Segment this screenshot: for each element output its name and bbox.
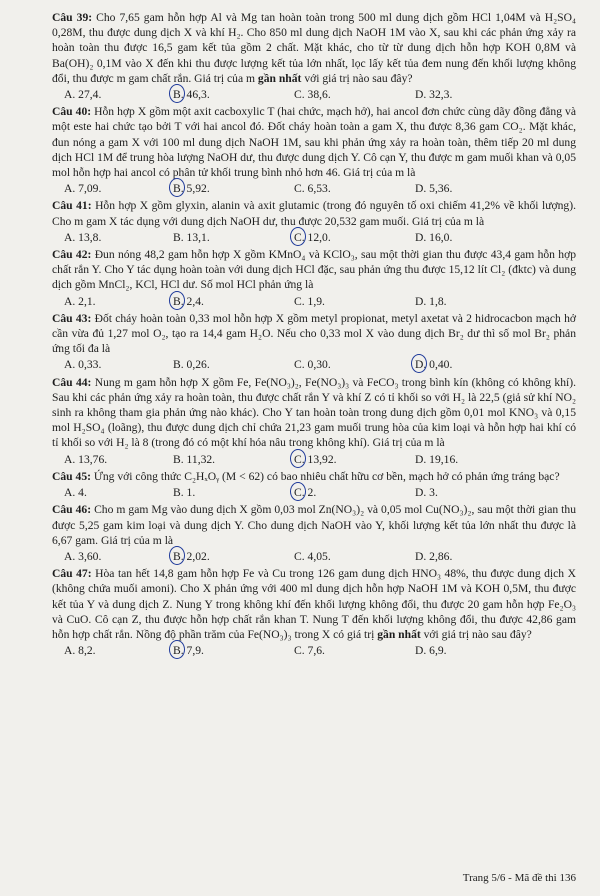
answer-option <box>173 181 294 196</box>
question-text-segment: Hỗn hợp X gồm glyxin, alanin và axit glutamic (trong đó nguyên tố oxi chiếm 41,2% về khối lượng). Cho m gam X tác dụng với dung dịch NaOH dư, thu được 20,532 gam muối. Giá trị của m là <box>52 199 576 228</box>
answer-option-text: C. 2. <box>294 486 317 500</box>
question-block <box>52 502 576 564</box>
answer-options <box>52 181 576 196</box>
answer-option <box>294 643 415 658</box>
answer-option <box>294 87 415 102</box>
answer-option-text: B. 46,3. <box>173 88 210 102</box>
emphasis-text: gần nhất <box>257 71 302 85</box>
answer-option-text: B. 1. <box>173 486 196 500</box>
answer-option-text: D. 6,9. <box>415 644 447 658</box>
question-list <box>52 10 576 658</box>
answer-options <box>52 87 576 102</box>
question-text-segment: Hỗn hợp X gồm một axit cacboxylic T (hai chức, mạch hở), hai ancol đơn chức cùng dãy đồng đẳng và một este hai chức tạo bởi T với hai ancol đó. Đốt cháy hoàn toàn a gam X, thu được 8,36 gam CO₂. Mặt khác, đun nóng a gam X với 100 ml dung dịch NaOH 1M, sau khi phản ứng xảy ra hoàn toàn, thêm tiếp 20 ml dung dịch HCl 1M để trung hòa lượng NaOH dư, thu được dung dịch Y. Cô cạn Y, thu được m gam muối khan và 0,05 mol hỗn hợp hai ancol có phân tử khối trung bình nhỏ hơn 46. Giá trị của m là <box>52 105 576 180</box>
answer-option <box>415 357 536 372</box>
answer-option <box>294 230 415 245</box>
answer-option <box>173 230 294 245</box>
answer-option-text: D. 32,3. <box>415 88 453 102</box>
answer-options <box>52 485 576 500</box>
answer-option <box>294 452 415 467</box>
answer-option-text: C. 12,0. <box>294 230 331 244</box>
answer-option <box>173 549 294 564</box>
answer-option-text: D. 0,40. <box>415 358 453 372</box>
question-text <box>52 502 576 548</box>
answer-option-text: C. 4,05. <box>294 549 331 563</box>
page-footer: Trang 5/6 - Mã đề thi 136 <box>462 871 576 884</box>
question-number: Câu 44: <box>52 375 92 389</box>
question-text-segment: với giá trị nào sau đây? <box>420 627 532 641</box>
answer-option-text: C. 6,53. <box>294 182 331 196</box>
answer-option <box>52 452 173 467</box>
answer-option-text: B. 13,1. <box>173 230 210 244</box>
answer-option <box>173 485 294 500</box>
answer-option <box>52 230 173 245</box>
answer-option-text: A. 0,33. <box>64 358 102 372</box>
question-block <box>52 10 576 102</box>
question-number: Câu 43: <box>52 311 92 325</box>
answer-option <box>173 87 294 102</box>
answer-option <box>52 485 173 500</box>
answer-option-text: D. 1,8. <box>415 294 447 308</box>
answer-option-text: D. 3. <box>415 486 438 500</box>
answer-option <box>52 181 173 196</box>
question-text-segment: Cho 7,65 gam hỗn hợp Al và Mg tan hoàn toàn trong 500 ml dung dịch gồm HCl 1,04M và H₂SO₄ 0,28M, thu được dung dịch X và khí H₂. Cho 850 ml dung dịch NaOH 1M vào X, sau khi các phản ứng xảy ra hoàn toàn thu được 16,5 gam kết tủa gồm 2 chất. Mặt khác, cho từ từ dung dịch hỗn hợp KOH 0,8M và Ba(OH)₂ 0,1M vào X đến khi thu được lượng kết tủa lớn nhất, lọc lấy kết tủa đem nung đến khối lượng không đổi, thu được m gam chất rắn. Giá trị của m <box>52 11 576 85</box>
answer-option <box>173 643 294 658</box>
answer-option-text: A. 2,1. <box>64 294 96 308</box>
question-number: Câu 45: <box>52 469 91 483</box>
answer-options <box>52 357 576 372</box>
answer-options <box>52 294 576 309</box>
answer-option <box>415 87 536 102</box>
question-number: Câu 46: <box>52 503 92 517</box>
question-number: Câu 40: <box>52 105 92 119</box>
answer-option-text: B. 2,4. <box>173 294 204 308</box>
answer-option-text: C. 7,6. <box>294 644 325 658</box>
question-number: Câu 47: <box>52 567 92 581</box>
answer-option-text: B. 11,32. <box>173 452 216 466</box>
question-block <box>52 198 576 245</box>
answer-option-text: A. 4. <box>64 486 87 500</box>
answer-option <box>173 294 294 309</box>
answer-option <box>173 357 294 372</box>
answer-option-text: D. 16,0. <box>415 230 453 244</box>
answer-options <box>52 643 576 658</box>
answer-option-text: A. 13,76. <box>64 452 108 466</box>
question-text <box>52 247 576 293</box>
answer-option-text: C. 0,30. <box>294 358 331 372</box>
question-block <box>52 375 576 467</box>
answer-option-text: D. 19,16. <box>415 452 459 466</box>
answer-option <box>294 357 415 372</box>
answer-option-text: D. 2,86. <box>415 549 453 563</box>
answer-option-text: C. 38,6. <box>294 88 331 102</box>
answer-option-text: A. 8,2. <box>64 644 96 658</box>
question-text-segment: Ứng với công thức C₂HₓOᵧ (M < 62) có bao nhiêu chất hữu cơ bền, mạch hở có phản ứng tráng bạc? <box>93 469 560 483</box>
answer-option <box>52 357 173 372</box>
question-block <box>52 566 576 658</box>
answer-options <box>52 452 576 467</box>
question-block <box>52 104 576 196</box>
question-number: Câu 42: <box>52 248 92 262</box>
answer-option-text: C. 1,9. <box>294 294 325 308</box>
question-text <box>52 198 576 228</box>
answer-option-text: A. 13,8. <box>64 230 102 244</box>
answer-option <box>415 643 536 658</box>
emphasis-text: gần nhất <box>377 627 421 641</box>
question-block <box>52 469 576 500</box>
answer-option <box>415 230 536 245</box>
answer-options <box>52 230 576 245</box>
answer-option <box>294 181 415 196</box>
answer-option <box>415 452 536 467</box>
answer-option <box>52 87 173 102</box>
answer-option-text: A. 7,09. <box>64 182 102 196</box>
answer-option <box>415 549 536 564</box>
question-text <box>52 469 576 484</box>
question-text-segment: Đun nóng 48,2 gam hỗn hợp X gồm KMnO₄ và KClO₃, sau một thời gian thu được 43,4 gam hỗn hợp chất rắn Y. Cho Y tác dụng hoàn toàn với dung dịch HCl đặc, sau phản ứng thu được 15,12 lít Cl₂ (đktc) và dung dịch gồm MnCl₂, KCl, HCl dư. Số mol HCl phản ứng là <box>52 248 576 292</box>
answer-option <box>52 643 173 658</box>
answer-option <box>52 294 173 309</box>
question-number: Câu 41: <box>52 199 92 213</box>
question-number: Câu 39: <box>52 11 93 24</box>
answer-option <box>415 485 536 500</box>
question-text <box>52 10 576 86</box>
answer-option <box>294 549 415 564</box>
answer-option-text: A. 3,60. <box>64 549 102 563</box>
question-text <box>52 104 576 180</box>
question-text <box>52 311 576 357</box>
answer-option <box>294 485 415 500</box>
answer-option <box>294 294 415 309</box>
answer-option <box>52 549 173 564</box>
question-text-segment: Cho m gam Mg vào dung dịch X gồm 0,03 mol Zn(NO₃)₂ và 0,05 mol Cu(NO₃)₂, sau một thời gian thu được 5,25 gam kim loại và dung dịch Y. Cho dung dịch NaOH vào Y, khối lượng kết tủa lớn nhất thu được là 6,67 gam. Giá trị của m là <box>52 503 576 547</box>
question-text-segment: Nung m gam hỗn hợp X gồm Fe, Fe(NO₃)₂, Fe(NO₃)₃ và FeCO₃ trong bình kín (không có không khí). Sau khi các phản ứng xảy ra hoàn toàn, thu được chất rắn Y và khí Z có tỉ khối so với H₂ là 22,5 (giả sử khí NO₂ sinh ra không tham gia phản ứng nào khác). Cho Y tan hoàn toàn trong dung dịch gồm 0,01 mol KNO₃ và 0,15 mol H₂SO₄ (loãng), thu được dung dịch chỉ chứa 21,23 gam muối trung hòa của kim loại và hỗn hợp hai khí có tỉ khối so với H₂ là 8 (trong đó có một khí hóa nâu trong không khí). Giá trị của m là <box>52 375 576 450</box>
answer-option-text: B. 0,26. <box>173 358 210 372</box>
question-text <box>52 375 576 451</box>
question-block <box>52 247 576 309</box>
question-text-segment: Đốt cháy hoàn toàn 0,33 mol hỗn hợp X gồm metyl propionat, metyl axetat và 2 hidrocacbon mạch hở cần vừa đủ 1,27 mol O₂, tạo ra 14,4 gam H₂O. Nếu cho 0,33 mol X vào dung dịch Br₂ dư thì số mol Br₂ phản ứng tối đa là <box>52 311 576 356</box>
question-block <box>52 311 576 373</box>
answer-option <box>173 452 294 467</box>
answer-option-text: D. 5,36. <box>415 182 453 196</box>
answer-option-text: B. 7,9. <box>173 644 204 658</box>
answer-option <box>415 294 536 309</box>
question-text-segment: Hòa tan hết 14,8 gam hỗn hợp Fe và Cu trong 126 gam dung dịch HNO₃ 48%, thu được dung dịch X (không chứa muối amoni). Cho X phản ứng với 400 ml dung dịch hỗn hợp NaOH 1M và KOH 0,5M, thu được kết tủa Y và dung dịch Z. Nung Y trong không khí đến khối lượng không đổi, thu được 20 gam hỗn hợp Fe₂O₃ và CuO. Cô cạn Z, thu được hỗn hợp chất rắn khan T. Nung T đến khối lượng không đổi, thu được 42,86 gam hỗn hợp chất rắn. Nồng độ phần trăm của Fe(NO₃)₃ trong X có giá trị <box>52 567 576 641</box>
answer-option <box>415 181 536 196</box>
answer-option-text: C. 13,92. <box>294 452 337 466</box>
answer-option-text: B. 5,92. <box>173 182 210 196</box>
answer-options <box>52 549 576 564</box>
question-text-segment: với giá trị nào sau đây? <box>301 71 413 85</box>
answer-option-text: A. 27,4. <box>64 88 102 102</box>
question-text <box>52 566 576 642</box>
answer-option-text: B. 2,02. <box>173 549 210 563</box>
